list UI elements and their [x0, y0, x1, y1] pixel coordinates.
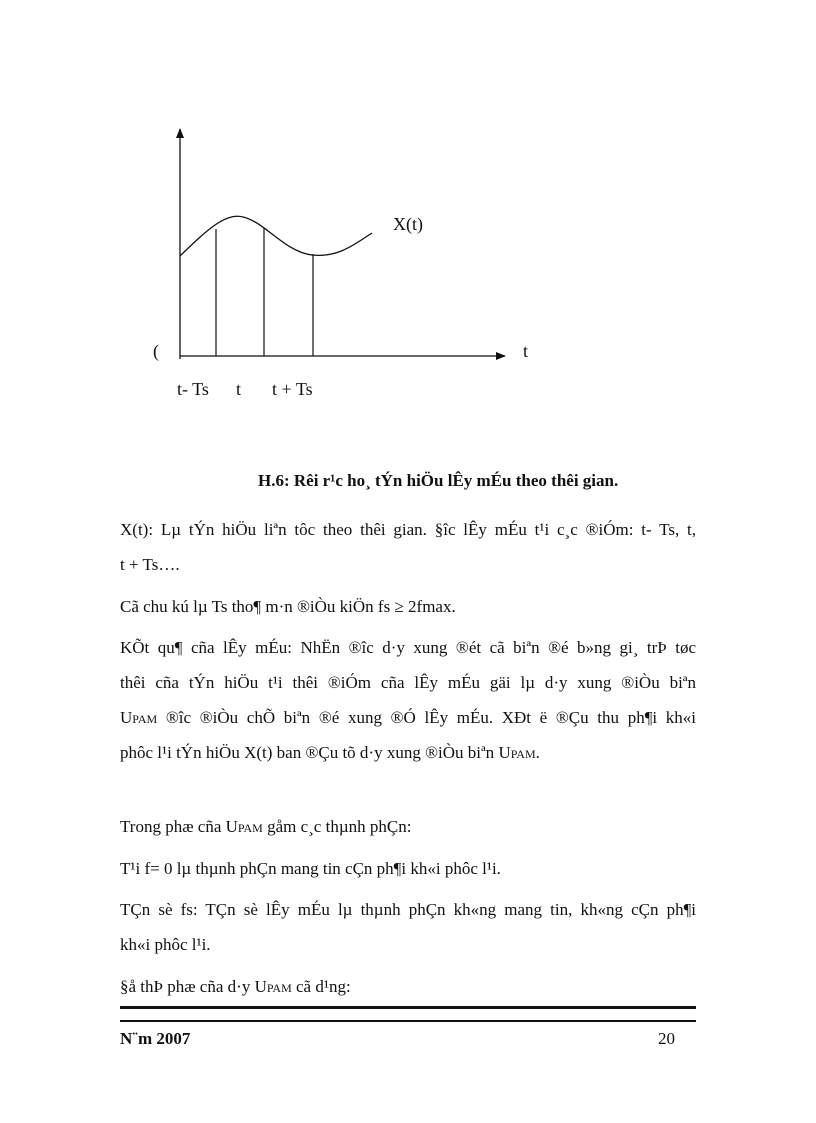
paragraph-text: §å thÞ phæ cña d·y: [120, 977, 255, 996]
paragraph-sampling-period: [120, 589, 696, 624]
upam-term: Upam: [254, 977, 292, 996]
paragraph-line: X(t): Lµ tÝn hiÖu liªn tôc theo thêi gian. §îc lÊy mÉu t¹i c¸c ®iÓm: t- Ts, t,: [120, 520, 696, 539]
paragraph-text: cã d¹ng:: [291, 977, 351, 996]
upam-term: Upam: [120, 708, 158, 727]
paragraph-text: gåm c¸c thµnh phÇn:: [262, 817, 412, 836]
sampling-figure: [0, 0, 816, 440]
paragraph-line: t + Ts….: [120, 555, 180, 574]
upam-term: Upam: [225, 817, 263, 836]
paragraph-line: KÕt qu¶ cña lÊy mÉu: NhËn ®îc d·y xung ®ét cã biªn ®é b»ng gi¸ trÞ tøc: [120, 638, 696, 657]
curve-label: X(t): [393, 214, 423, 234]
tick-label-t: t: [236, 379, 242, 399]
paragraph-spectrum-intro: [120, 809, 696, 844]
sampling-diagram: [0, 0, 816, 440]
paragraph-spectrum-graph: [120, 969, 696, 1004]
paragraph-line: kh«i phôc l¹i.: [120, 935, 211, 954]
paragraph-line: Cã chu kú lµ Ts tho¶ m·n ®iÒu kiÖn fs ≥ 2fmax.: [120, 597, 456, 616]
paragraph-text: phôc l¹i tÝn hiÖu X(t) ban ®Çu tõ d·y xung ®iÒu biªn: [120, 743, 499, 762]
paragraph-line: [120, 809, 696, 844]
tick-label-t-minus-ts: t- Ts: [177, 379, 209, 399]
paragraph-dc-component: [120, 851, 696, 886]
paragraph-line: thêi cña tÝn hiÖu t¹i thêi ®iÓm cña lÊy mÉu gäi lµ d·y xung ®iÒu biªn: [120, 673, 696, 692]
paragraph-line: [120, 700, 696, 735]
figure-caption: H.6: Rêi r¹c ho¸ tÝn hiÖu lÊy mÉu theo thêi gian.: [258, 471, 619, 490]
x-axis-label: t: [523, 341, 529, 361]
upam-term: Upam: [498, 743, 536, 762]
paragraph-line: [120, 969, 696, 1004]
footer-rule-thick: [120, 1006, 696, 1009]
tick-label-t-plus-ts: t + Ts: [272, 379, 313, 399]
signal-curve: [180, 216, 372, 256]
paragraph-signal-definition: [120, 512, 696, 582]
page-number: 20: [658, 1029, 675, 1048]
paragraph-text: .: [535, 743, 540, 762]
paragraph-sampling-result: [120, 630, 696, 770]
paragraph-line: [120, 735, 696, 770]
paragraph-text: Trong phæ cña: [120, 817, 226, 836]
paragraph-line: TÇn sè fs: TÇn sè lÊy mÉu lµ thµnh phÇn kh«ng mang tin, kh«ng cÇn ph¶i: [120, 900, 696, 919]
paragraph-sampling-frequency: [120, 892, 696, 962]
footer-rule-thin: [120, 1020, 696, 1022]
paragraph-text: ®îc ®iÒu chÕ biªn ®é xung ®Ó lÊy mÉu. XÐt ë ®Çu thu ph¶i kh«i: [157, 708, 696, 727]
paragraph-line: T¹i f= 0 lµ thµnh phÇn mang tin cÇn ph¶i kh«i phôc l¹i.: [120, 859, 501, 878]
origin-label: (: [153, 341, 159, 361]
footer-year: N¨m 2007: [120, 1029, 191, 1048]
